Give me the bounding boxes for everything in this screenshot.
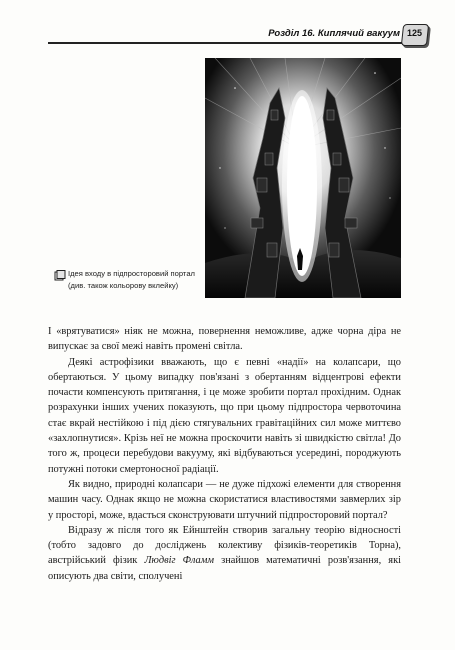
- caption-marker-icon: [54, 270, 66, 282]
- paragraph: Деякі астрофізики вважають, що є певні «надії» на колапсари, що обертаються. У цьому випадку пов'язані з обертанням відцентрові ефекти почасти компенсують притягання, і це може зробити портал прохідним. Однак розрахунки інших учених показують, що при цьому підпростора червоточина стає вкрай нестійкою і під дією стягувальних гравітаційних сил може миттєво «захлопнутися». Крізь неї не можна проскочити навіть зі швидкістю світла! До того ж, процеси перебудови вакууму, які відбуваються усередині, породжують потужні потоки смертоносної радіації.: [48, 356, 401, 475]
- person-name: Людвіг Фламм: [144, 555, 214, 567]
- paragraph: Як видно, природні колапсари — не дуже підхожі елементи для створення машин часу. Однак якщо не можна скористатися властивостями завмерлих зір у просторі, може, вдасться сконструювати штучний підпросторовий портал?: [48, 478, 401, 521]
- paragraph: І «врятуватися» ніяк не можна, повернення неможливе, адже чорна діра не випускає за свої межі навіть промені світла.: [48, 326, 401, 353]
- page-number: 125: [406, 28, 423, 38]
- running-header-title: Розділ 16. Киплячий вакуум: [268, 28, 400, 39]
- portal-illustration: [205, 58, 401, 298]
- body-text: [48, 324, 401, 584]
- paragraph-text: знайшов математичні розв'язання, які описують два світи, сполучені: [48, 555, 401, 582]
- paragraph-text: Відразу ж після того як Ейнштейн створив загальну теорію відносності (тобто задовго до досліджень колективу фізиків-теоретиків Торна), австрійський фізик: [48, 524, 401, 567]
- header-rule: [48, 42, 408, 44]
- paragraph: [48, 523, 401, 584]
- figure-caption: Ідея входу в підпросторовий портал (див. також кольорову вклейку): [68, 269, 195, 290]
